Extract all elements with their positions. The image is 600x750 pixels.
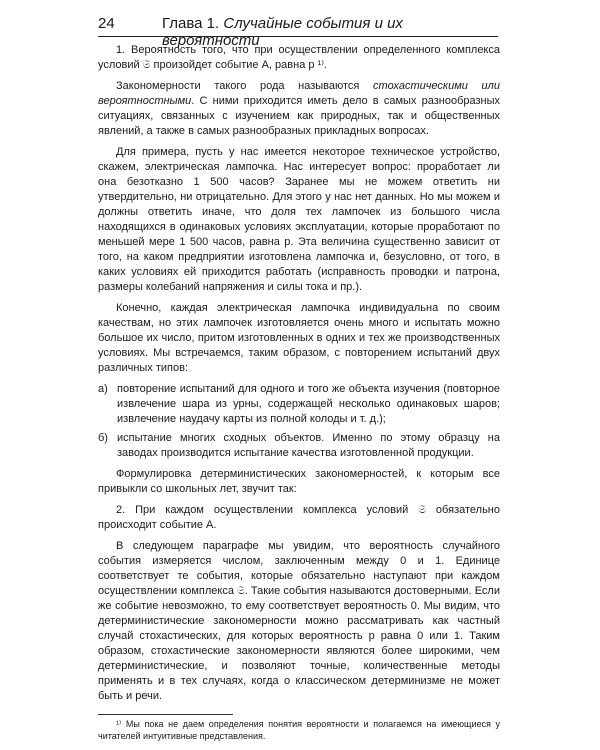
paragraph-statement-1: 1. Вероятность того, что при осуществлении определенного комплекса условий 𝔖 произойдет событие A, равна p ¹⁾. [98, 44, 500, 71]
paragraph-deterministic-intro: Формулировка детерминистических закономерностей, к которым все привыкли со школьных лет, звучит так: [98, 468, 500, 495]
trial-types-list [98, 382, 500, 461]
running-header [98, 14, 498, 49]
paragraph-stochastic-definition [98, 79, 500, 139]
emphasized-term: стохастическими или вероятностными [98, 80, 500, 107]
page-body [98, 43, 500, 748]
paragraph-lamp-quality: Конечно, каждая электрическая лампочка индивидуальна по своим качествам, но этих лампочек изготовляется очень много и испытать можно большое их число, притом изготовленных в одних и тех же производственных условиях. Мы встречаемся, таким образом, с повторением испытаний двух различных типов: [98, 302, 500, 374]
list-item [98, 431, 500, 461]
paragraph-probability-range: В следующем параграфе мы увидим, что вероятность случайного события измеряется числом, заключенным между 0 и 1. Единице соответствует те события, которые обязательно наступают при каждом осуществлении комплекса 𝔖. Такие события называются достоверными. Если же событие невозможно, то ему соответствует вероятность 0. Мы видим, что детерминистические закономерности можно рассматривать как частный случай стохастических, для которых вероятность p равна 0 или 1. Таким образом, стохастические закономерности являются более широкими, чем детерминистические, и позволяют точные, количественные методы применять и в тех случаях, когда о классическом детерминизме не может быть и речи. [98, 540, 500, 702]
paragraph-lamp-example: Для примера, пусть у нас имеется некоторое техническое устройство, скажем, электрическая лампочка. Нас интересует вопрос: проработает ли она безотказно 1 500 часов? Заранее мы не можем ответить ни утвердительно, ни отрицательно. Для этого у нас нет данных. Но мы можем и должны ответить иначе, что доля тех лампочек из большого числа находящихся в одинаковых условиях эксплуатации, которые проработают по меньшей мере 1 500 часов, равна p. Эта величина существенно зависит от того, на каком предприятии изготовлена лампочка и, безусловно, от того, в каких условиях ей приходится работать (исправность проводки и патрона, размеры колебаний напряжения и силы тока и пр.). [98, 146, 500, 293]
footnote-divider [98, 714, 233, 715]
footnote: ¹⁾ Мы пока не даем определения понятия вероятности и полагаемся на имеющиеся у читателей интуитивные представления. [98, 719, 500, 741]
list-item [98, 382, 500, 427]
paragraph-text: . С ними приходится иметь дело в самых разнообразных ситуациях, связанных с изучением как природных, так и общественных явлений, а также в самых разнообразных прикладных вопросах. [98, 95, 500, 137]
page-number: 24 [98, 15, 115, 32]
list-item-label: а) [98, 383, 108, 395]
list-item-text: повторение испытаний для одного и того же объекта изучения (повторное извлечение шара из урны, содержащей несколько одинаковых шаров; извлечение наудачу карты из полной колоды и т. д.); [117, 383, 500, 425]
paragraph-statement-2: 2. При каждом осуществлении комплекса условий 𝔖 обязательно происходит событие A. [98, 504, 500, 531]
list-item-text: испытание многих сходных объектов. Именно по этому образцу на заводах производится испытание качества изготовленной продукции. [117, 432, 500, 459]
chapter-title: Случайные события и их вероятности [162, 15, 403, 49]
paragraph-text: Закономерности такого рода называются [116, 80, 374, 92]
chapter-label: Глава 1. [162, 15, 220, 32]
list-item-label: б) [98, 432, 108, 444]
